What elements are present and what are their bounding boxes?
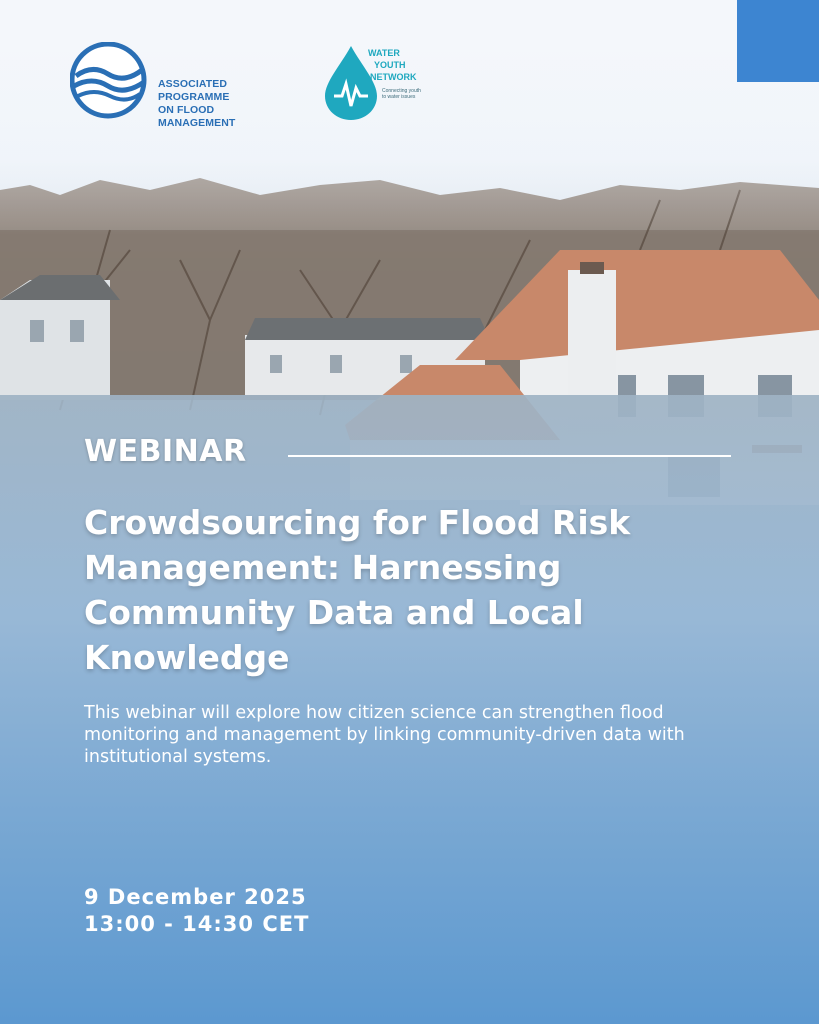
- wyn-line3: NETWORK: [370, 72, 417, 82]
- event-date: 9 December 2025: [84, 885, 307, 909]
- corner-accent-block: [737, 0, 819, 82]
- webinar-divider: [288, 455, 731, 457]
- wyn-line1: WATER: [368, 48, 400, 58]
- event-time: 13:00 - 14:30 CET: [84, 912, 310, 936]
- water-youth-network-logo: [322, 44, 442, 124]
- apfm-line2: ON FLOOD MANAGEMENT: [158, 104, 236, 129]
- webinar-title: Crowdsourcing for Flood Risk Management: Harnessing Community Data and Local Knowledge: [84, 503, 631, 677]
- wyn-line2: YOUTH: [374, 60, 406, 70]
- webinar-label: WEBINAR: [84, 434, 247, 469]
- webinar-description: This webinar will explore how citizen science can strengthen flood monitoring and management by linking community-driven data with institutional systems.: [84, 703, 685, 767]
- apfm-logo: [70, 42, 285, 129]
- wyn-tagline: Connecting youth to water issues: [382, 88, 421, 100]
- apfm-wave-icon: [70, 42, 150, 122]
- apfm-line1: ASSOCIATED PROGRAMME: [158, 78, 230, 103]
- apfm-wordmark: [158, 78, 285, 130]
